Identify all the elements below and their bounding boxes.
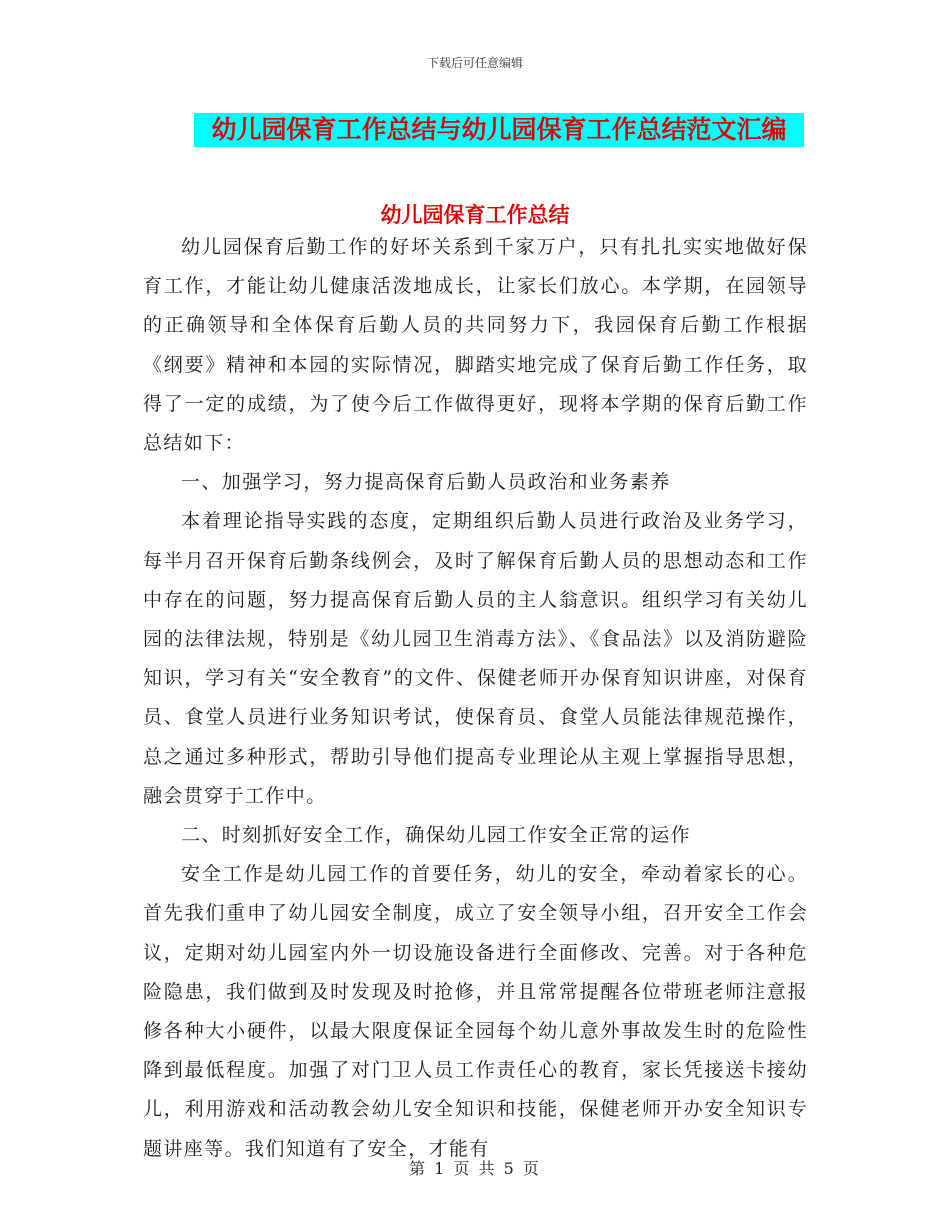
heading-paragraph-2: 二、时刻抓好安全工作，确保幼儿园工作安全正常的运作 (181, 824, 692, 847)
page-number-footer: 第 1 页 共 5 页 (409, 1159, 541, 1178)
document-main-title: 幼儿园保育工作总结与幼儿园保育工作总结范文汇编 (194, 113, 804, 147)
intro-paragraph: 幼儿园保育后勤工作的好坏关系到千家万户，只有扎扎实实地做好保育工作，才能让幼儿健康活泼地成长，让家长们放心。本学期，在园领导的正确领导和全体保育后勤人员的共同努力下，我园保育后勤工作根据《纲要》精神和本园的实际情况，脚踏实地完成了保育后勤工作任务，取得了一定的成绩，为了使今后工作做得更好，现将本学期的保育后勤工作总结如下： (143, 236, 808, 455)
heading-paragraph-1: 一、加强学习，努力提高保育后勤人员政治和业务素养 (181, 471, 671, 494)
section-title: 幼儿园保育工作总结 (380, 203, 570, 227)
body-paragraph-1: 本着理论指导实践的态度，定期组织后勤人员进行政治及业务学习，每半月召开保育后勤条线例会，及时了解保育后勤人员的思想动态和工作中存在的问题，努力提高保育后勤人员的主人翁意识。组织学习有关幼儿园的法律法规，特别是《幼儿园卫生消毒方法》、《食品法》以及消防避险知识，学习有关“安全教育”的文件、保健老师开办保育知识讲座，对保育员、食堂人员进行业务知识考试，使保育员、食堂人员能法律规范操作，总之通过多种形式，帮助引导他们提高专业理论从主观上掌握指导思想，融会贯穿于工作中。 (143, 510, 808, 807)
page-header-note: 下载后可任意编辑 (426, 56, 523, 70)
body-paragraph-2: 安全工作是幼儿园工作的首要任务，幼儿的安全，牵动着家长的心。首先我们重申了幼儿园安全制度，成立了安全领导小组，召开安全工作会议，定期对幼儿园室内外一切设施设备进行全面修改、完善。对于各种危险隐患，我们做到及时发现及时抢修，并且常常提醒各位带班老师注意报修各种大小硬件，以最大限度保证全园每个幼儿意外事故发生时的危险性降到最低程度。加强了对门卫人员工作责任心的教育，家长凭接送卡接幼儿，利用游戏和活动教会幼儿安全知识和技能，保健老师开办安全知识专题讲座等。我们知道有了安全，才能有 (143, 863, 808, 1160)
document-body (143, 228, 808, 1169)
